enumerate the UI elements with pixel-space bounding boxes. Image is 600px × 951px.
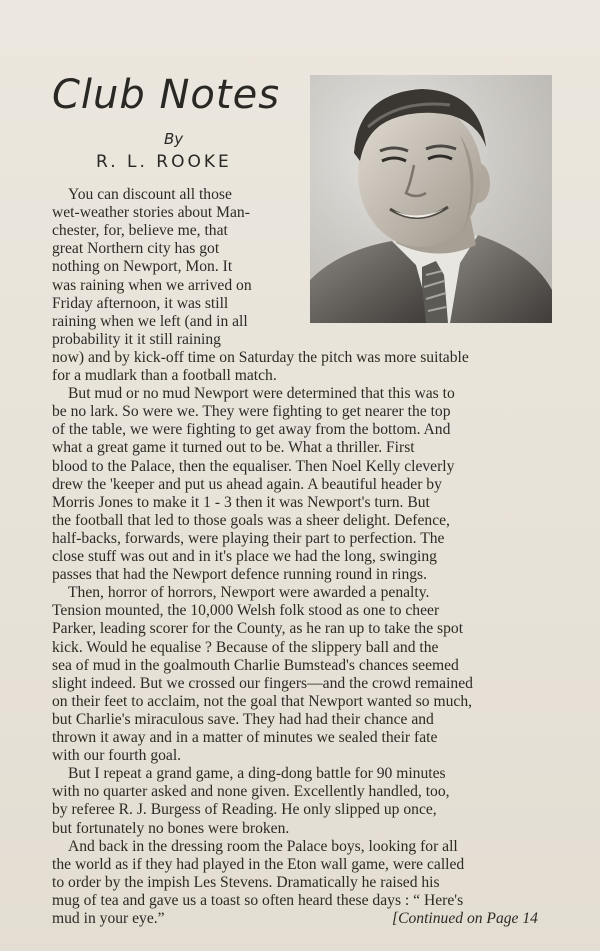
- body-line: half-backs, forwards, were playing their part to perfection. The: [52, 529, 445, 547]
- body-line: to order by the impish Les Stevens. Dramatically he raised his: [52, 873, 440, 891]
- body-line: of the table, we were fighting to get away from the bottom. And: [52, 421, 451, 439]
- body-line: thrown it away and in a matter of minutes we sealed their fate: [52, 729, 438, 746]
- body-line: You can discount all those: [68, 186, 232, 203]
- body-line: but fortunately no bones were broken.: [52, 819, 290, 837]
- body-line: drew the 'keeper and put us ahead again. A beautiful header by: [52, 475, 442, 493]
- body-line: the football that led to those goals was a sheer delight. Defence,: [52, 511, 450, 529]
- body-line: blood to the Palace, then the equaliser. Then Noel Kelly cleverly: [52, 457, 455, 475]
- body-line: Parker, leading scorer for the County, as he ran up to take the spot: [52, 620, 464, 638]
- body-line: chester, for, believe me, that: [52, 222, 228, 240]
- body-line: sea of mud in the goalmouth Charlie Bumstead's chances seemed: [52, 656, 459, 674]
- body-line: raining when we left (and in all: [52, 312, 248, 330]
- body-line: but Charlie's miraculous save. They had had their chance and: [52, 710, 434, 728]
- body-line: nothing on Newport, Mon. It: [52, 258, 233, 276]
- body-line: Tension mounted, the 10,000 Welsh folk stood as one to cheer: [52, 602, 440, 620]
- article-title: Club Notes: [52, 72, 281, 118]
- body-line: But I repeat a grand game, a ding-dong battle for 90 minutes: [68, 765, 446, 783]
- last-line: mud in your eye.”: [52, 910, 165, 927]
- body-line: for a mudlark than a football match.: [52, 367, 277, 384]
- continued-note: [Continued on Page 14: [392, 910, 538, 927]
- body-line: wet-weather stories about Man-: [52, 204, 250, 222]
- author-name: R. L. ROOKE: [96, 152, 232, 172]
- body-line: probability it it still raining: [52, 330, 221, 348]
- body-line: what a great game it turned out to be. What a thriller. First: [52, 439, 415, 457]
- body-line: kick. Would he equalise ? Because of the slippery ball and the: [52, 638, 439, 656]
- body-line: now) and by kick-off time on Saturday the pitch was more suitable: [52, 348, 469, 366]
- body-line: slight indeed. But we crossed our fingers—and the crowd remained: [52, 674, 473, 692]
- body-line: with our fourth goal.: [52, 747, 182, 765]
- body-line: with no quarter asked and none given. Excellently handled, too,: [52, 783, 450, 801]
- body-line: the world as if they had played in the Eton wall game, were called: [52, 855, 465, 873]
- body-line: But mud or no mud Newport were determined that this was to: [68, 385, 455, 403]
- body-line: Friday afternoon, it was still: [52, 294, 229, 312]
- body-line: passes that had the Newport defence running round in rings.: [52, 566, 428, 584]
- body-line: Then, horror of horrors, Newport were awarded a penalty.: [68, 584, 430, 602]
- body-line: great Northern city has got: [52, 240, 220, 258]
- body-line: be no lark. So were we. They were fighting to get nearer the top: [52, 403, 451, 421]
- body-line: by referee R. J. Burgess of Reading. He only slipped up once,: [52, 801, 437, 819]
- body-line: close stuff was out and in it's place we had the long, swinging: [52, 548, 437, 565]
- byline-label: By: [164, 130, 184, 148]
- body-line: Morris Jones to make it 1 - 3 then it was Newport's turn. But: [52, 493, 430, 511]
- body-line: was raining when we arrived on: [52, 276, 252, 294]
- body-line: And back in the dressing room the Palace boys, looking for all: [68, 837, 458, 855]
- body-line: on their feet to acclaim, not the goal that Newport wanted so much,: [52, 692, 473, 710]
- body-line: mug of tea and gave us a toast so often heard these days : “ Here's: [52, 891, 464, 909]
